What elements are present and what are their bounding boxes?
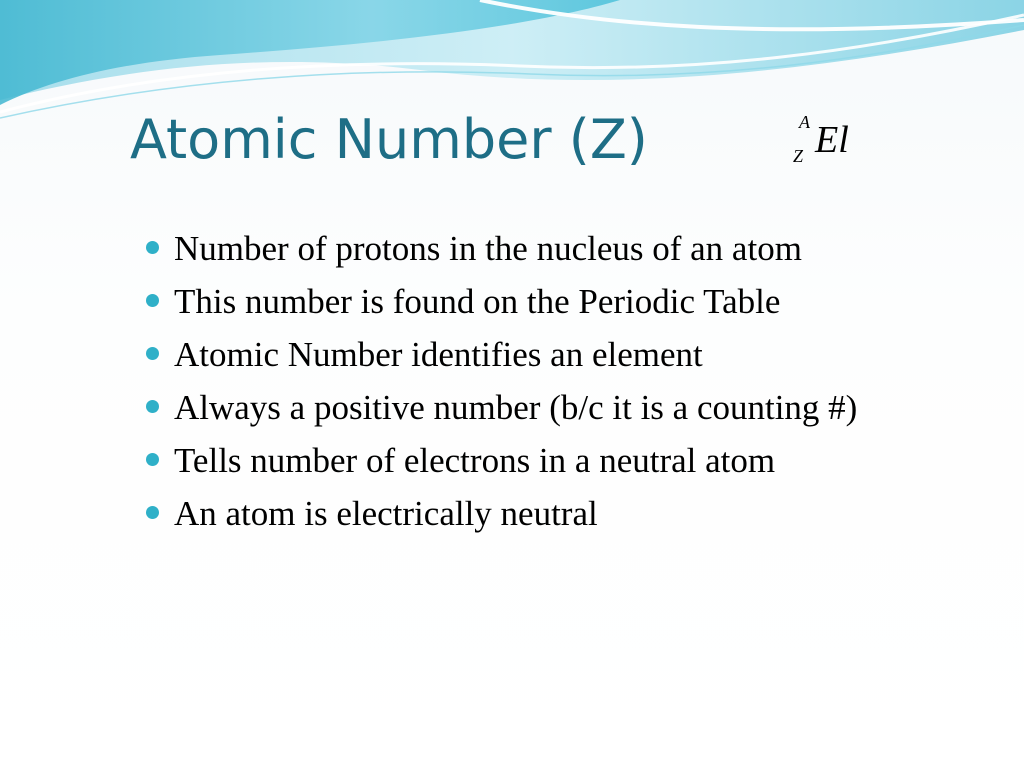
bullet-text: Atomic Number identifies an element (174, 335, 703, 374)
bullet-item (146, 387, 966, 428)
element-symbol: El (815, 119, 849, 161)
bullet-item (146, 334, 966, 375)
bullet-text: Tells number of electrons in a neutral atom (174, 441, 776, 480)
bullet-dot-icon (146, 241, 159, 254)
bullet-item (146, 281, 966, 322)
bullet-dot-icon (146, 294, 159, 307)
mass-number-symbol: A (799, 112, 810, 132)
bullet-dot-icon (146, 400, 159, 413)
bullet-text: This number is found on the Periodic Table (174, 282, 781, 321)
slide-title: Atomic Number (Z) (130, 108, 648, 171)
atomic-number-symbol: Z (793, 146, 804, 166)
bullet-text: Number of protons in the nucleus of an atom (174, 229, 802, 268)
bullet-list (146, 228, 966, 546)
bullet-text: Always a positive number (b/c it is a counting #) (174, 388, 858, 427)
bullet-text: An atom is electrically neutral (174, 494, 598, 533)
bullet-dot-icon (146, 506, 159, 519)
bullet-dot-icon (146, 347, 159, 360)
bullet-item (146, 493, 966, 534)
bullet-item (146, 440, 966, 481)
nuclide-notation (793, 112, 873, 172)
bullet-item (146, 228, 966, 269)
bullet-dot-icon (146, 453, 159, 466)
